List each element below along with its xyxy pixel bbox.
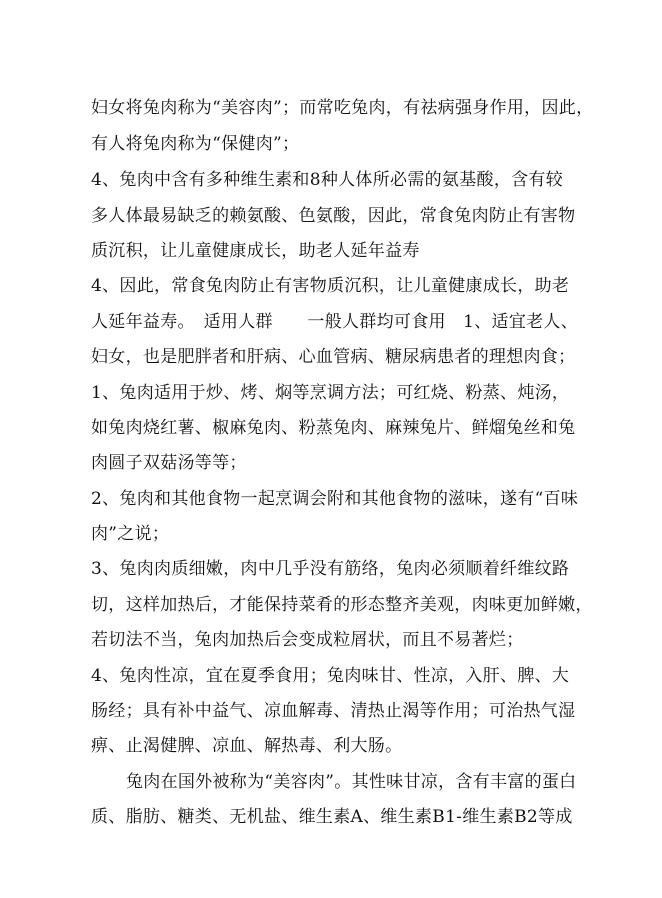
text-line-14: 3、兔肉肉质细嫩，肉中几乎没有筋络，兔肉必须顺着纤维纹路 [91,559,570,579]
text-line-20: 兔肉在国外被称为“美容肉”。其性味甘凉，含有丰富的蛋白 [126,772,577,792]
text-line-5: 质沉积，让儿童健康成长，助老人延年益寿 [91,241,420,261]
text-line-17: 4、兔肉性凉，宜在夏季食用；兔肉味甘、性凉，入肝、脾、大 [91,666,570,686]
text-line-4: 多人体最易缺乏的赖氨酸、色氨酸，因此，常食兔肉防止有害物 [91,206,576,226]
text-line-7: 人延年益寿。 适用人群 一般人群均可食用 1、适宜老人、 [91,312,579,332]
text-line-18: 肠经；具有补中益气、凉血解毒、清热止渴等作用；可治热气湿 [91,701,576,721]
text-line-9: 1、兔肉适用于炒、烤、焖等烹调方法；可红烧、粉蒸、炖汤， [91,383,570,403]
text-line-6: 4、因此，常食兔肉防止有害物质沉积，让儿童健康成长，助老 [91,276,570,296]
text-line-1: 妇女将兔肉称为“美容肉”；而常吃兔肉，有祛病强身作用，因此， [91,98,594,118]
text-line-12: 2、兔肉和其他食物一起烹调会附和其他食物的滋味，遂有“百味 [91,489,579,509]
text-line-11: 肉圆子双菇汤等等； [91,453,247,473]
text-line-15: 切，这样加热后，才能保持菜肴的形态整齐美观，肉味更加鲜嫩， [91,595,593,615]
text-line-8: 妇女，也是肥胖者和肝病、心血管病、糖尿病患者的理想肉食； [91,347,576,367]
text-line-3: 4、兔肉中含有多种维生素和8种人体所必需的氨基酸，含有较 [91,170,564,190]
text-line-10: 如兔肉烧红薯、椒麻兔肉、粉蒸兔肉、麻辣兔片、鲜熘兔丝和兔 [91,418,576,438]
text-line-13: 肉”之说； [91,524,170,544]
text-line-21: 质、脂肪、糖类、无机盐、维生素A、维生素B1-维生素B2等成 [91,807,573,827]
text-line-16: 若切法不当，兔肉加热后会变成粒屑状，而且不易著烂； [91,630,524,650]
text-line-19: 痹、止渴健脾、凉血、解热毒、利大肠。 [91,736,403,756]
text-line-2: 有人将兔肉称为“保健肉”； [91,134,300,154]
